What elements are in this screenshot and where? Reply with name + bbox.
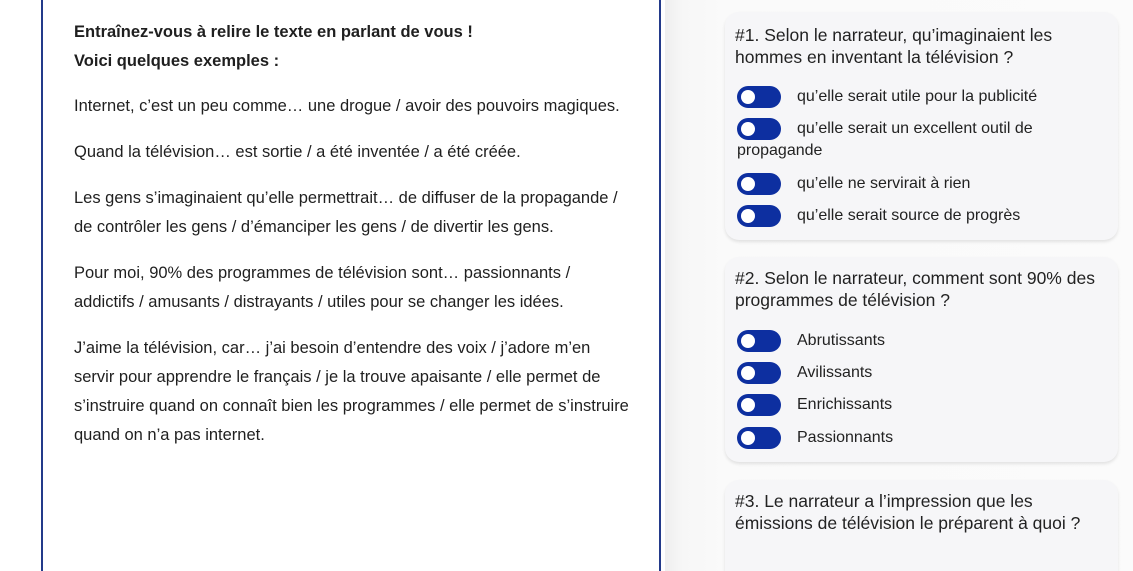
question-card-3 (725, 480, 1118, 571)
option-label: qu’elle serait un excellent outil de propagande (737, 120, 1033, 160)
answer-option[interactable] (737, 394, 892, 416)
answer-option[interactable] (737, 362, 872, 384)
option-label: Passionnants (797, 429, 894, 447)
example-paragraph: Internet, c’est un peu comme… une drogue / avoir des pouvoirs magiques. (74, 97, 620, 115)
question-number: #1. (735, 25, 760, 45)
option-label: Enrichissants (797, 396, 893, 414)
question-text: Selon le narrateur, comment sont 90% des programmes de télévision ? (735, 268, 1095, 310)
question-text: Le narrateur a l’impression que les émissions de télévision le préparent à quoi ? (735, 491, 1081, 533)
answer-option[interactable] (737, 118, 1097, 162)
option-label: Abrutissants (797, 332, 886, 350)
answer-option[interactable] (737, 205, 1097, 227)
toggle-switch[interactable] (737, 86, 781, 108)
example-paragraph: J’aime la télévision, car… j’ai besoin d’entendre des voix / j’adore m’en servir pour apprendre le français / je la trouve apaisante / elle permet de s’instruire quand on connaît bien les programmes / elle permet de s’instruire quand on n’a pas internet. (74, 339, 629, 444)
example-paragraph: Quand la télévision… est sortie / a été inventée / a été créée. (74, 143, 521, 161)
intro-title: Entraînez-vous à relire le texte en parlant de vous ! (74, 23, 473, 41)
question-number: #3. (735, 491, 760, 511)
option-label: Avilissants (797, 364, 873, 382)
reading-panel (41, 0, 661, 571)
answer-option[interactable] (737, 427, 893, 449)
question-card-1 (725, 12, 1118, 240)
toggle-switch[interactable] (737, 173, 781, 195)
question-text: Selon le narrateur, qu’imaginaient les hommes en inventant la télévision ? (735, 25, 1053, 67)
toggle-switch[interactable] (737, 362, 781, 384)
example-paragraph: Les gens s’imaginaient qu’elle permettrait… de diffuser de la propagande / de contrôler les gens / d’émanciper les gens / de divertir les gens. (74, 189, 618, 236)
answer-option[interactable] (737, 173, 1097, 195)
toggle-switch[interactable] (737, 427, 781, 449)
question-number: #2. (735, 268, 760, 288)
toggle-switch[interactable] (737, 330, 781, 352)
question-title (735, 12, 1108, 68)
option-label: qu’elle serait utile pour la publicité (797, 88, 1038, 106)
exercise-intro (74, 18, 629, 76)
question-title (735, 480, 1108, 534)
question-card-2 (725, 257, 1118, 462)
answer-option[interactable] (737, 330, 885, 352)
intro-subtitle: Voici quelques exemples : (74, 52, 280, 70)
toggle-switch[interactable] (737, 118, 781, 140)
question-title (735, 257, 1108, 311)
example-paragraph: Pour moi, 90% des programmes de télévision sont… passionnants / addictifs / amusants / distrayants / utiles pour se changer les idées. (74, 264, 571, 311)
toggle-switch[interactable] (737, 394, 781, 416)
option-label: qu’elle ne servirait à rien (797, 175, 971, 193)
toggle-switch[interactable] (737, 205, 781, 227)
answer-option[interactable] (737, 86, 1097, 108)
option-label: qu’elle serait source de progrès (797, 207, 1021, 225)
